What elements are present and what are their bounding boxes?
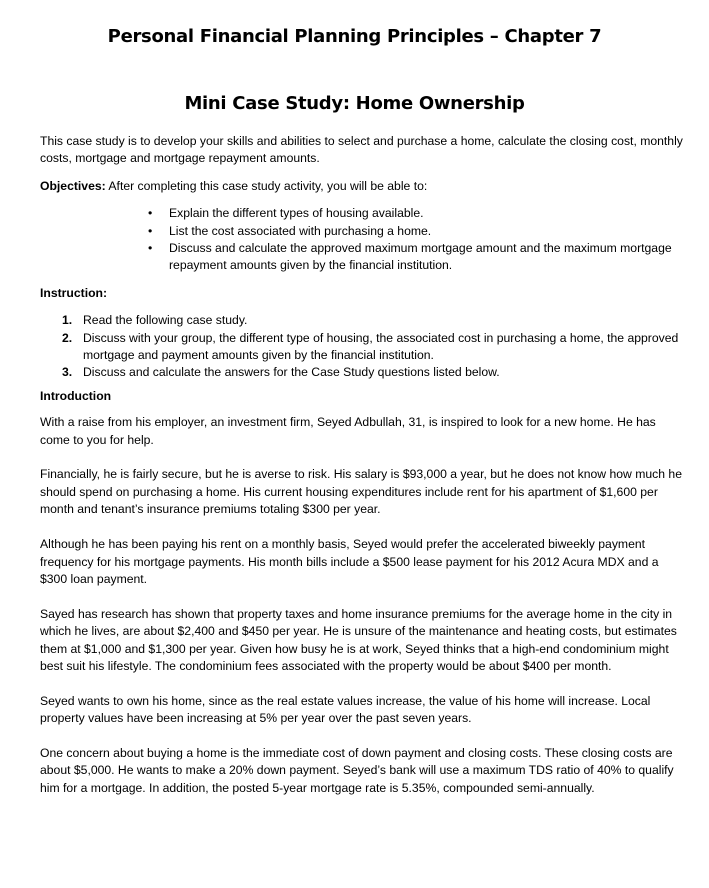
- objective-text: List the cost associated with purchasing a home.: [169, 223, 432, 238]
- instruction-text: Discuss and calculate the answers for the Case Study questions listed below.: [83, 365, 500, 380]
- instruction-item: [62, 364, 688, 381]
- case-paragraph: Seyed wants to own his home, since as the real estate values increase, the value of his home will increase. Local property values have been increasing at 5% per year over the past seven years.: [40, 693, 651, 726]
- document-subtitle: Mini Case Study: Home Ownership: [184, 93, 525, 114]
- instruction-number: 2.: [62, 330, 73, 345]
- objective-item: [148, 205, 688, 222]
- instruction-number: 3.: [62, 365, 73, 380]
- objective-item: [148, 240, 688, 275]
- case-paragraph: Although he has been paying his rent on a monthly basis, Seyed would prefer the accelerated biweekly payment frequency for his mortgage payments. His month bills include a $500 lease payment for his 2012 Acura MDX and a $300 loan payment.: [40, 537, 659, 586]
- instruction-item: [62, 330, 688, 365]
- document-title: Personal Financial Planning Principles – Chapter 7: [107, 26, 602, 47]
- case-paragraph: With a raise from his employer, an investment firm, Seyed Adbullah, 31, is inspired to look for a new home. He has come to you for help.: [40, 415, 656, 447]
- intro-paragraph: This case study is to develop your skills and abilities to select and purchase a home, calculate the closing cost, monthly costs, mortgage and mortgage repayment amounts.: [40, 134, 683, 166]
- instruction-text: Read the following case study.: [83, 313, 248, 328]
- case-paragraph: One concern about buying a home is the immediate cost of down payment and closing costs. These closing costs are about $5,000. He wants to make a 20% down payment. Seyed’s bank will use a maximum TDS ratio of 40% to qualify him for a mortgage. In addition, the posted 5-year mortgage rate is 5.35%, compounded semi-annually.: [40, 745, 674, 795]
- objectives-paragraph: [40, 178, 688, 195]
- instruction-number: 1.: [62, 313, 73, 328]
- bullet-icon: •: [148, 223, 153, 238]
- objectives-list: [40, 205, 688, 275]
- introduction-heading: Introduction: [40, 388, 112, 403]
- objective-item: [148, 223, 688, 240]
- case-paragraph: Sayed has research has shown that property taxes and home insurance premiums for the average home in the city in which he lives, are about $2,400 and $450 per year. He is unsure of the maintenance and heating costs, but estimates them at $1,000 and $1,300 per year. Given how busy he is at work, Seyed thinks that a high-end condominium might best suit his lifestyle. The condominium fees associated with the property would be about $400 per month.: [40, 606, 677, 673]
- objective-text: Discuss and calculate the approved maximum mortgage amount and the maximum mortgage repayment amounts given by the financial institution.: [169, 241, 672, 273]
- bullet-icon: •: [148, 241, 153, 256]
- case-paragraph: Financially, he is fairly secure, but he is averse to risk. His salary is $93,000 a year, but he does not know how much he should spend on purchasing a home. His current housing expenditures include rent for his apartment of $1,600 per month and tenant’s insurance premiums totaling $300 per year.: [40, 467, 682, 517]
- objectives-label: Objectives:: [40, 178, 106, 193]
- bullet-icon: •: [148, 206, 153, 221]
- instruction-list: [40, 312, 688, 382]
- instruction-heading: Instruction:: [40, 285, 108, 300]
- objectives-text: After completing this case study activity, you will be able to:: [105, 178, 428, 193]
- instruction-text: Discuss with your group, the different type of housing, the associated cost in purchasing a home, the approved mortgage and payment amounts given by the financial institution.: [83, 330, 679, 363]
- instruction-item: [62, 312, 688, 329]
- objective-text: Explain the different types of housing available.: [169, 206, 424, 221]
- document-body: [40, 133, 688, 815]
